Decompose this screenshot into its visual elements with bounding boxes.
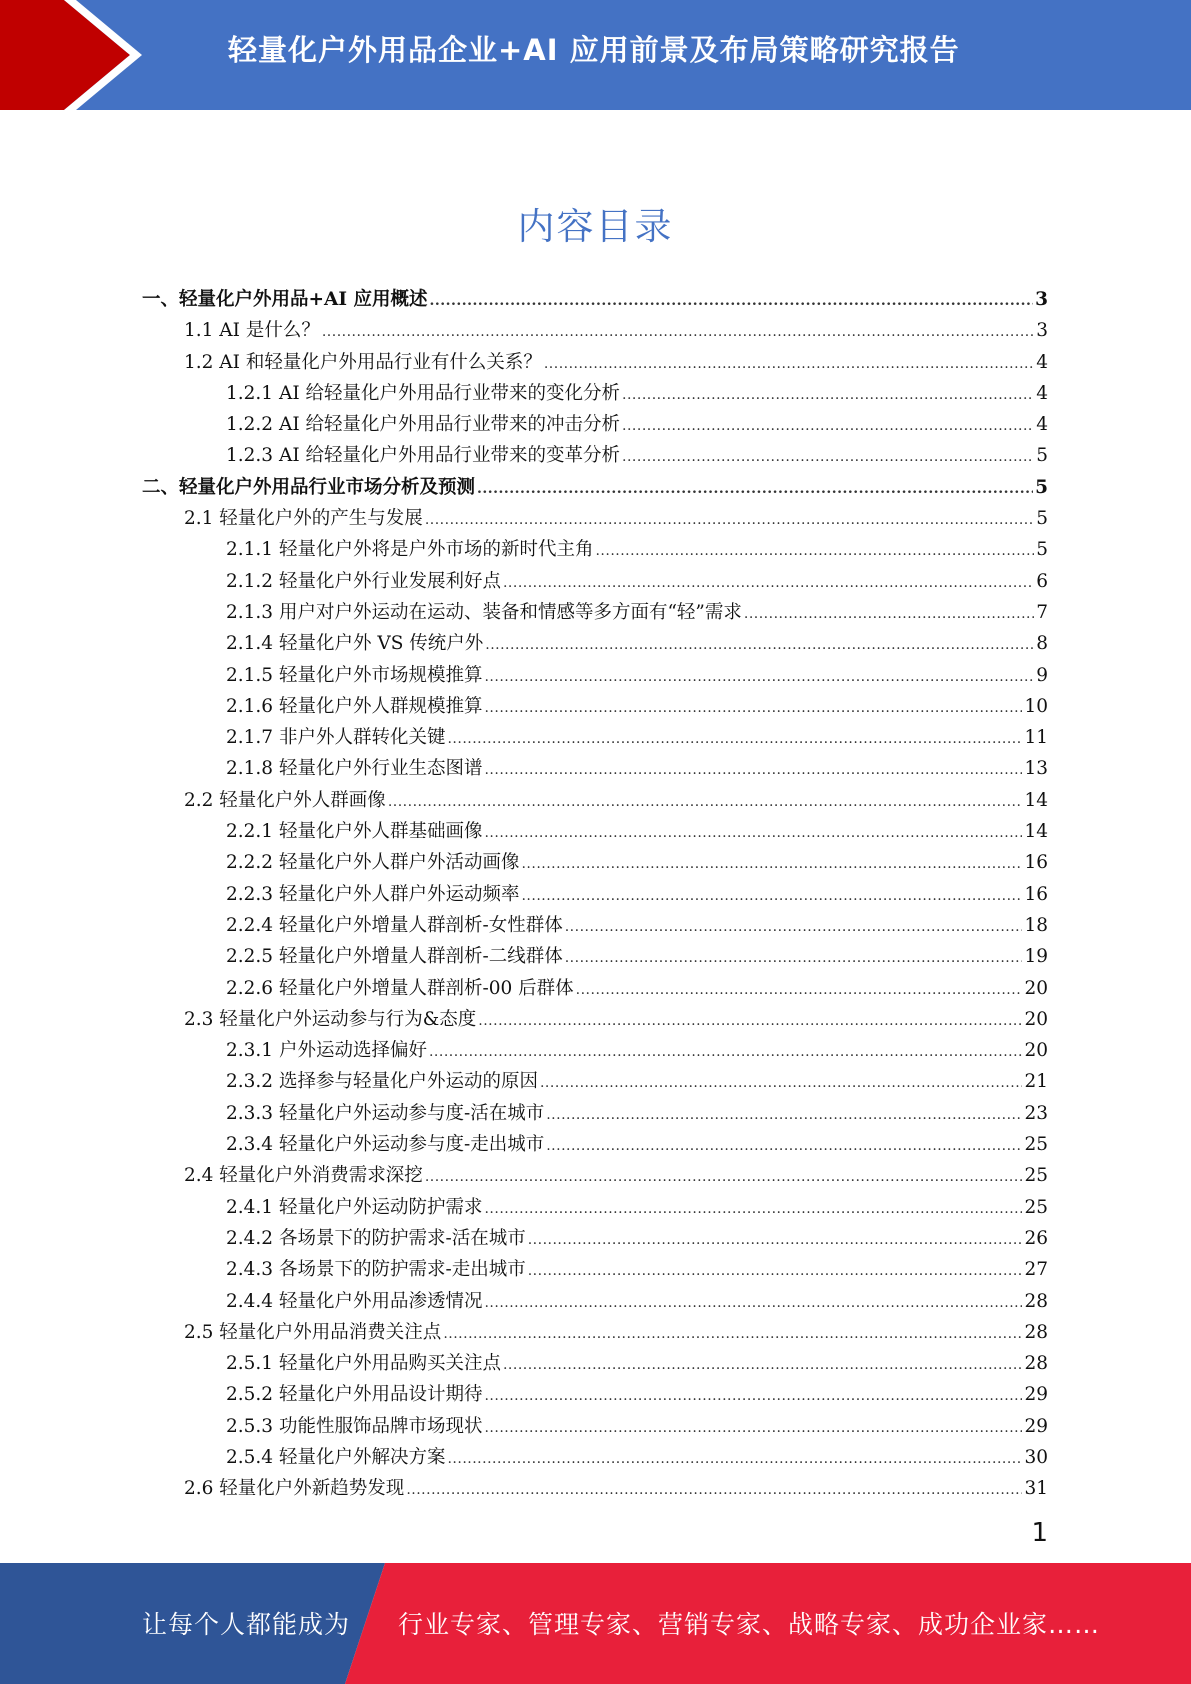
- toc-entry-page: 26: [1024, 1227, 1048, 1249]
- toc-entry-text: 2.4 轻量化户外消费需求深挖: [184, 1165, 423, 1187]
- toc-entry-text: 2.1.4 轻量化户外 VS 传统户外: [226, 633, 484, 655]
- toc-entry-page: 4: [1036, 382, 1048, 404]
- toc-entry-page: 20: [1024, 1040, 1048, 1062]
- toc-entry-page: 7: [1036, 601, 1048, 623]
- header-banner: [0, 0, 1191, 110]
- toc-leader-dots: [484, 818, 1022, 849]
- toc-title: 内容目录: [517, 205, 674, 248]
- toc-entry[interactable]: [142, 1442, 1048, 1473]
- toc-entry-page: 11: [1024, 727, 1048, 749]
- toc-entry-page: 5: [1036, 508, 1048, 530]
- toc-leader-dots: [429, 1037, 1022, 1068]
- toc-leader-dots: [595, 536, 1034, 567]
- toc-entry-text: 2.3.3 轻量化户外运动参与度-活在城市: [226, 1102, 545, 1124]
- toc-entry-page: 28: [1024, 1353, 1048, 1375]
- toc-entry-text: 1.2.1 AI 给轻量化户外用品行业带来的变化分析: [226, 382, 621, 404]
- toc-entry-page: 4: [1036, 351, 1048, 373]
- toc-entry[interactable]: [142, 1379, 1048, 1410]
- toc-leader-dots: [388, 787, 1023, 818]
- toc-entry-text: 2.5 轻量化户外用品消费关注点: [184, 1321, 442, 1343]
- toc-entry-page: 6: [1036, 570, 1048, 592]
- toc-entry-page: 13: [1024, 758, 1048, 780]
- toc-entry[interactable]: [142, 1035, 1048, 1066]
- toc-entry-page: 25: [1024, 1134, 1048, 1156]
- footer-slogan-right: 行业专家、管理专家、营销专家、战略专家、成功企业家……: [398, 1610, 1101, 1639]
- toc-leader-dots: [484, 1413, 1022, 1444]
- toc-entry[interactable]: [142, 378, 1048, 409]
- toc-leader-dots: [322, 317, 1034, 348]
- toc-leader-dots: [406, 1475, 1022, 1506]
- toc-leader-dots: [565, 912, 1023, 943]
- toc-entry[interactable]: [142, 1254, 1048, 1285]
- toc-entry-page: 27: [1024, 1259, 1048, 1281]
- toc-entry[interactable]: [142, 1286, 1048, 1317]
- toc-leader-dots: [484, 1288, 1022, 1319]
- toc-leader-dots: [546, 1131, 1022, 1162]
- toc-entry-text: 2.2 轻量化户外人群画像: [184, 789, 386, 811]
- toc-entry[interactable]: [142, 534, 1048, 565]
- toc-entry-page: 3: [1035, 289, 1048, 310]
- toc-entry[interactable]: [142, 409, 1048, 440]
- toc-entry-text: 2.5.1 轻量化户外用品购买关注点: [226, 1353, 501, 1375]
- toc-entry[interactable]: [142, 628, 1048, 659]
- report-title: 轻量化户外用品企业+AI 应用前景及布局策略研究报告: [228, 33, 960, 67]
- toc-entry-text: 1.1 AI 是什么？: [184, 320, 320, 342]
- toc-leader-dots: [622, 442, 1034, 473]
- toc-entry[interactable]: [142, 503, 1048, 534]
- toc-entry-text: 2.2.5 轻量化户外增量人群剖析-二线群体: [226, 946, 563, 968]
- toc-entry-page: 25: [1024, 1196, 1048, 1218]
- toc-entry-text: 2.1.2 轻量化户外行业发展利好点: [226, 570, 501, 592]
- toc-entry-page: 25: [1024, 1165, 1048, 1187]
- toc-leader-dots: [425, 1162, 1023, 1193]
- toc-entry[interactable]: [142, 347, 1048, 378]
- toc-leader-dots: [478, 1006, 1022, 1037]
- toc-leader-dots: [477, 474, 1033, 505]
- toc-entry-page: 21: [1024, 1071, 1048, 1093]
- toc-entry-text: 2.2.6 轻量化户外增量人群剖析-00 后群体: [226, 977, 574, 999]
- toc-leader-dots: [544, 349, 1034, 380]
- toc-entry-text: 2.4.4 轻量化户外用品渗透情况: [226, 1290, 483, 1312]
- toc-entry-text: 2.3.2 选择参与轻量化户外运动的原因: [226, 1071, 538, 1093]
- toc-entry[interactable]: [142, 879, 1048, 910]
- toc-entry-text: 2.6 轻量化户外新趋势发现: [184, 1478, 405, 1500]
- toc-entry[interactable]: [142, 1473, 1048, 1504]
- footer-slogan-left: 让每个人都能成为: [142, 1610, 351, 1639]
- toc-leader-dots: [521, 881, 1022, 912]
- toc-entry[interactable]: [142, 1004, 1048, 1035]
- toc-entry-text: 2.5.3 功能性服饰品牌市场现状: [226, 1415, 483, 1437]
- toc-entry[interactable]: [142, 816, 1048, 847]
- toc-leader-dots: [484, 1381, 1022, 1412]
- toc-entry-text: 二、轻量化户外用品行业市场分析及预测: [142, 476, 476, 498]
- toc-leader-dots: [540, 1068, 1022, 1099]
- toc-entry-text: 1.2.3 AI 给轻量化户外用品行业带来的变革分析: [226, 445, 621, 467]
- toc-entry-text: 2.4.2 各场景下的防护需求-活在城市: [226, 1227, 526, 1249]
- toc-entry-text: 2.2.1 轻量化户外人群基础画像: [226, 821, 483, 843]
- toc-entry[interactable]: [142, 753, 1048, 784]
- toc-entry[interactable]: [142, 722, 1048, 753]
- toc-entry[interactable]: [142, 1066, 1048, 1097]
- toc-entry[interactable]: [142, 973, 1048, 1004]
- toc-leader-dots: [484, 1194, 1022, 1225]
- toc-entry[interactable]: [142, 660, 1048, 691]
- toc-entry-text: 2.1.7 非户外人群转化关键: [226, 727, 446, 749]
- footer-banner: [0, 1563, 1191, 1684]
- toc-leader-dots: [447, 724, 1022, 755]
- toc-entry-text: 一、轻量化户外用品+AI 应用概述: [142, 289, 428, 310]
- toc-entry-text: 2.5.2 轻量化户外用品设计期待: [226, 1384, 483, 1406]
- toc-leader-dots: [565, 943, 1023, 974]
- toc-entry-text: 2.2.2 轻量化户外人群户外活动画像: [226, 852, 520, 874]
- toc-entry-text: 2.1.5 轻量化户外市场规模推算: [226, 664, 483, 686]
- toc-entry-page: 18: [1024, 914, 1048, 936]
- toc-entry-text: 1.2.2 AI 给轻量化户外用品行业带来的冲击分析: [226, 414, 621, 436]
- toc-entry-page: 5: [1036, 539, 1048, 561]
- toc-entry-text: 2.1.3 用户对户外运动在运动、装备和情感等多方面有“轻”需求: [226, 601, 742, 623]
- toc-entry-page: 5: [1035, 476, 1048, 498]
- toc-entry-text: 2.1 轻量化户外的产生与发展: [184, 508, 423, 530]
- toc-entry-page: 10: [1024, 695, 1048, 717]
- toc-entry-page: 16: [1024, 883, 1048, 905]
- toc-entry[interactable]: [142, 941, 1048, 972]
- toc-entry[interactable]: [142, 315, 1048, 346]
- toc-entry[interactable]: [142, 1317, 1048, 1348]
- toc-entry-page: 20: [1024, 977, 1048, 999]
- toc-leader-dots: [503, 1350, 1022, 1381]
- toc-entry-page: 5: [1036, 445, 1048, 467]
- toc-entry-page: 20: [1024, 1008, 1048, 1030]
- toc-leader-dots: [521, 849, 1022, 880]
- toc-entry-page: 16: [1024, 852, 1048, 874]
- toc-entry[interactable]: [142, 1223, 1048, 1254]
- page-number: 1: [1031, 1518, 1048, 1548]
- toc-entry-text: 2.4.3 各场景下的防护需求-走出城市: [226, 1259, 526, 1281]
- header-arrow-decoration: [0, 0, 160, 110]
- toc-leader-dots: [622, 411, 1034, 442]
- toc-entry[interactable]: [142, 785, 1048, 816]
- toc-leader-dots: [443, 1319, 1022, 1350]
- toc-leader-dots: [503, 568, 1034, 599]
- toc-entry[interactable]: [142, 847, 1048, 878]
- toc-entry-page: 23: [1024, 1102, 1048, 1124]
- toc-leader-dots: [484, 662, 1034, 693]
- toc-entry-page: 29: [1024, 1415, 1048, 1437]
- toc-entry-text: 2.1.8 轻量化户外行业生态图谱: [226, 758, 483, 780]
- toc-leader-dots: [484, 755, 1022, 786]
- toc-entry[interactable]: [142, 440, 1048, 471]
- toc-entry-text: 2.1.1 轻量化户外将是户外市场的新时代主角: [226, 539, 594, 561]
- toc-entry-page: 19: [1024, 946, 1048, 968]
- toc-leader-dots: [447, 1444, 1022, 1475]
- toc-leader-dots: [546, 1100, 1022, 1131]
- toc-entry[interactable]: [142, 472, 1048, 503]
- toc-entry-page: 29: [1024, 1384, 1048, 1406]
- toc-entry-text: 2.3.1 户外运动选择偏好: [226, 1040, 427, 1062]
- toc-leader-dots: [484, 693, 1022, 724]
- toc-entry-text: 1.2 AI 和轻量化户外用品行业有什么关系？: [184, 351, 542, 373]
- toc-entry[interactable]: [142, 597, 1048, 628]
- toc-leader-dots: [429, 286, 1033, 317]
- toc-entry-page: 28: [1024, 1290, 1048, 1312]
- toc-leader-dots: [528, 1225, 1023, 1256]
- toc-entry[interactable]: [142, 691, 1048, 722]
- toc-entry[interactable]: [142, 1411, 1048, 1442]
- toc-entry-text: 2.3.4 轻量化户外运动参与度-走出城市: [226, 1134, 545, 1156]
- toc-leader-dots: [744, 599, 1034, 630]
- toc-leader-dots: [425, 505, 1034, 536]
- toc-entry-text: 2.5.4 轻量化户外解决方案: [226, 1446, 446, 1468]
- toc-entry-page: 31: [1024, 1478, 1048, 1500]
- toc-entry-text: 2.1.6 轻量化户外人群规模推算: [226, 695, 483, 717]
- toc-entry[interactable]: [142, 1098, 1048, 1129]
- toc-entry[interactable]: [142, 1160, 1048, 1191]
- toc-entry-text: 2.2.3 轻量化户外人群户外运动频率: [226, 883, 520, 905]
- toc-entry-page: 3: [1036, 320, 1048, 342]
- toc-entry[interactable]: [142, 910, 1048, 941]
- toc-entry-page: 28: [1024, 1321, 1048, 1343]
- toc-entry-page: 14: [1024, 821, 1048, 843]
- toc-entry-page: 30: [1024, 1446, 1048, 1468]
- toc-entry[interactable]: [142, 1192, 1048, 1223]
- toc-entry[interactable]: [142, 566, 1048, 597]
- toc-entry[interactable]: [142, 284, 1048, 315]
- toc-leader-dots: [528, 1256, 1023, 1287]
- toc-entry-text: 2.4.1 轻量化户外运动防护需求: [226, 1196, 483, 1218]
- table-of-contents: [142, 284, 1048, 1505]
- toc-entry-page: 4: [1036, 414, 1048, 436]
- toc-entry-text: 2.2.4 轻量化户外增量人群剖析-女性群体: [226, 914, 563, 936]
- toc-leader-dots: [485, 630, 1034, 661]
- toc-entry[interactable]: [142, 1129, 1048, 1160]
- toc-entry-page: 8: [1036, 633, 1048, 655]
- toc-entry[interactable]: [142, 1348, 1048, 1379]
- toc-entry-page: 9: [1036, 664, 1048, 686]
- toc-entry-page: 14: [1024, 789, 1048, 811]
- toc-leader-dots: [622, 380, 1034, 411]
- toc-leader-dots: [576, 975, 1023, 1006]
- toc-entry-text: 2.3 轻量化户外运动参与行为&态度: [184, 1008, 477, 1030]
